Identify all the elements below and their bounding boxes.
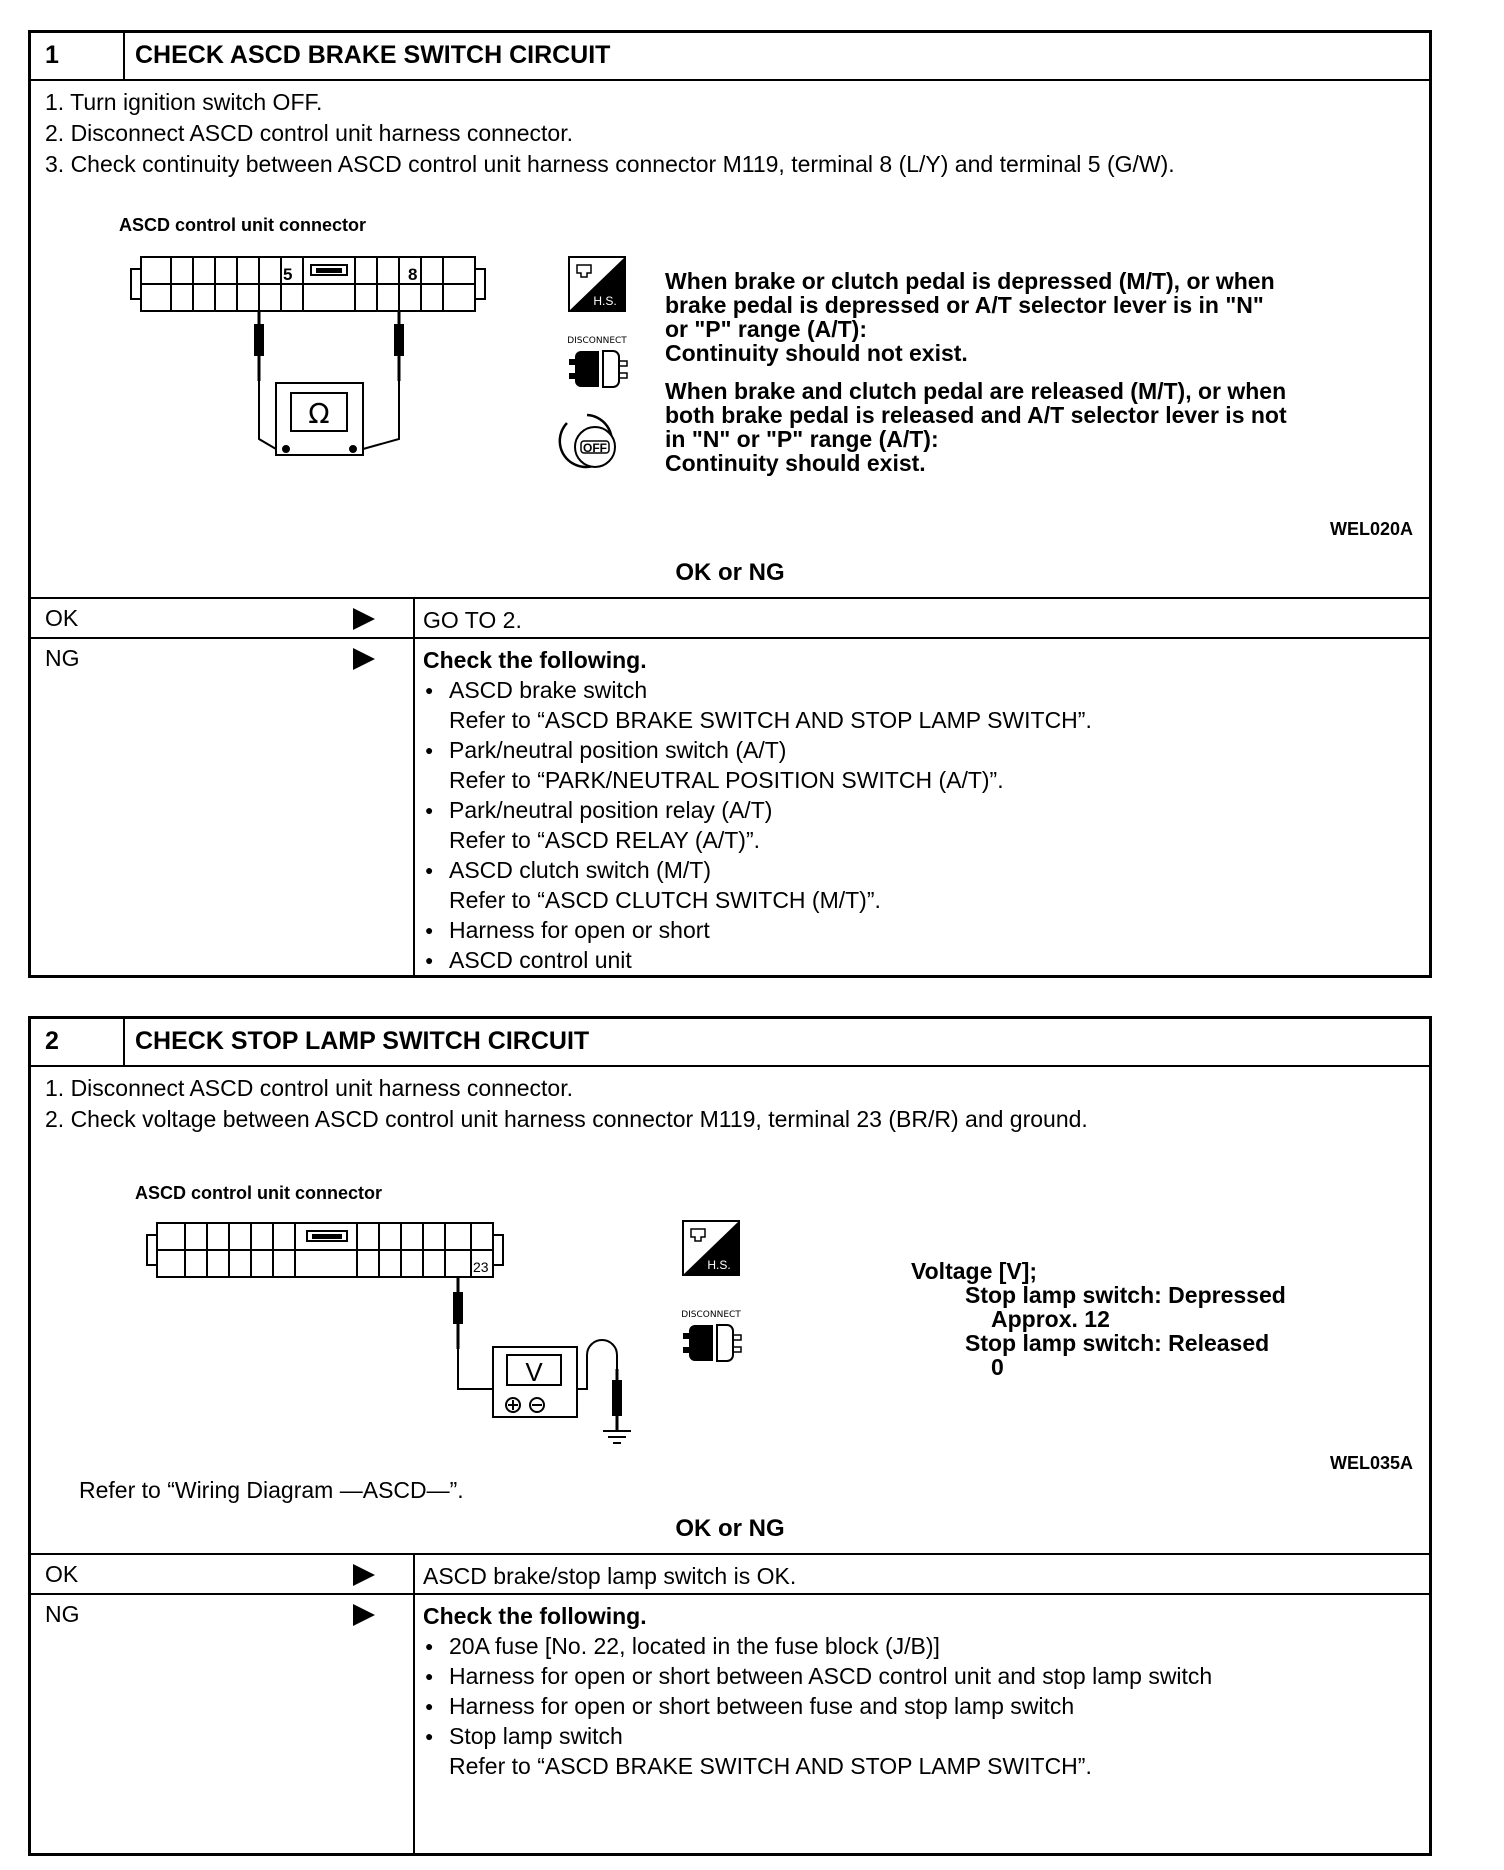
voltage-check-diagram	[127, 1219, 667, 1449]
spec-line: Continuity should exist.	[665, 450, 926, 476]
hs-text: H.S.	[707, 1258, 731, 1272]
figure-code: WEL020A	[1329, 519, 1413, 539]
step-1-header	[31, 33, 1429, 81]
spec-line: When brake and clutch pedal are released (M/T), or when	[665, 378, 1287, 404]
procedure-steps	[45, 1073, 1088, 1135]
ng-actions	[423, 1601, 1212, 1781]
ng-row	[31, 637, 1429, 975]
disconnect-text: DISCONNECT	[567, 336, 627, 346]
continuity-check-diagram	[111, 253, 491, 463]
ok-label: OK	[45, 1561, 79, 1587]
ng-heading: Check the following.	[423, 647, 647, 673]
volt-symbol: V	[525, 1357, 543, 1387]
arrow-right-icon	[353, 648, 375, 670]
ng-label: NG	[45, 1601, 80, 1627]
spec-line: Continuity should not exist.	[665, 340, 968, 366]
ok-action: GO TO 2.	[423, 607, 522, 633]
procedure-steps	[45, 87, 1175, 180]
ng-heading: Check the following.	[423, 1603, 647, 1629]
disconnect-icon	[671, 1307, 751, 1369]
ok-or-ng: OK or NG	[675, 559, 785, 586]
condition-depressed: Stop lamp switch: Depressed	[965, 1282, 1286, 1308]
ng-label: NG	[45, 645, 80, 671]
ok-row	[31, 597, 1429, 639]
procedure-step: 1. Turn ignition switch OFF.	[45, 89, 323, 115]
ok-row	[31, 1553, 1429, 1595]
condition-released: Stop lamp switch: Released	[965, 1330, 1270, 1356]
check-item: ● ASCD clutch switch (M/T)	[423, 855, 1092, 885]
arrow-right-icon	[353, 1564, 375, 1586]
check-item-ref: Refer to “PARK/NEUTRAL POSITION SWITCH (A/T)”.	[449, 767, 1004, 793]
voltage-heading: Voltage [V];	[911, 1258, 1038, 1284]
procedure-step: 2. Disconnect ASCD control unit harness connector.	[45, 120, 574, 146]
hs-text: H.S.	[593, 294, 617, 308]
arrow-right-icon	[353, 1604, 375, 1626]
disconnect-text: DISCONNECT	[681, 1310, 741, 1320]
voltage-spec	[911, 1259, 1286, 1379]
connector-label: ASCD control unit connector	[119, 215, 366, 235]
check-item-ref: Refer to “ASCD BRAKE SWITCH AND STOP LAMP SWITCH”.	[449, 707, 1092, 733]
ng-row	[31, 1593, 1429, 1853]
header-divider	[123, 1019, 125, 1065]
step-2-header	[31, 1019, 1429, 1067]
ok-action: ASCD brake/stop lamp switch is OK.	[423, 1563, 797, 1589]
step-title: CHECK STOP LAMP SWITCH CIRCUIT	[135, 1027, 590, 1055]
check-item-ref: Refer to “ASCD BRAKE SWITCH AND STOP LAMP SWITCH”.	[449, 1753, 1092, 1779]
procedure-step: 1. Disconnect ASCD control unit harness connector.	[45, 1075, 574, 1101]
terminal-23-label: 23	[473, 1259, 489, 1275]
hs-icon	[681, 1219, 741, 1277]
check-item: ● 20A fuse [No. 22, located in the fuse block (J/B)]	[423, 1631, 1212, 1661]
ignition-off-icon	[557, 411, 631, 481]
value-released: 0	[991, 1354, 1004, 1380]
check-item-ref: Refer to “ASCD RELAY (A/T)”.	[449, 827, 760, 853]
hs-icon	[567, 255, 627, 313]
spec-line: in "N" or "P" range (A/T):	[665, 426, 939, 452]
check-item: ● Stop lamp switch	[423, 1721, 1212, 1751]
ok-label: OK	[45, 605, 79, 631]
ok-or-ng: OK or NG	[675, 1515, 785, 1542]
header-divider	[123, 33, 125, 79]
check-item: ● Park/neutral position relay (A/T)	[423, 795, 1092, 825]
check-item: ● Park/neutral position switch (A/T)	[423, 735, 1092, 765]
continuity-spec	[665, 269, 1287, 475]
check-item: ● Harness for open or short between fuse and stop lamp switch	[423, 1691, 1212, 1721]
terminal-8-label: 8	[408, 265, 418, 284]
spec-line: or "P" range (A/T):	[665, 316, 867, 342]
arrow-right-icon	[353, 608, 375, 630]
spec-line: When brake or clutch pedal is depressed (M/T), or when	[665, 268, 1275, 294]
check-item-ref: Refer to “ASCD CLUTCH SWITCH (M/T)”.	[449, 887, 881, 913]
figure-code: WEL035A	[1329, 1453, 1413, 1473]
check-item: ● ASCD control unit	[423, 945, 1092, 975]
ohm-symbol: Ω	[308, 397, 330, 430]
wiring-diagram-ref: Refer to “Wiring Diagram —ASCD—”.	[79, 1477, 464, 1503]
check-item: ● Harness for open or short	[423, 915, 1092, 945]
off-text: OFF	[583, 441, 607, 455]
check-item: ● Harness for open or short between ASCD control unit and stop lamp switch	[423, 1661, 1212, 1691]
terminal-5-label: 5	[283, 265, 293, 284]
procedure-step: 3. Check continuity between ASCD control unit harness connector M119, terminal 8 (L/Y) and terminal 5 (G/W).	[45, 151, 1175, 177]
ng-actions	[423, 645, 1092, 975]
step-number: 1	[45, 41, 59, 69]
connector-label: ASCD control unit connector	[135, 1183, 382, 1203]
check-item: ● ASCD brake switch	[423, 675, 1092, 705]
procedure-step: 2. Check voltage between ASCD control unit harness connector M119, terminal 23 (BR/R) and ground.	[45, 1106, 1088, 1132]
step-2-box	[28, 1016, 1432, 1856]
step-title: CHECK ASCD BRAKE SWITCH CIRCUIT	[135, 41, 611, 69]
value-depressed: Approx. 12	[991, 1306, 1110, 1332]
disconnect-icon	[557, 333, 637, 395]
spec-line: both brake pedal is released and A/T selector lever is not	[665, 402, 1287, 428]
spec-line: brake pedal is depressed or A/T selector lever is in "N"	[665, 292, 1264, 318]
step-1-box	[28, 30, 1432, 978]
step-number: 2	[45, 1027, 59, 1055]
